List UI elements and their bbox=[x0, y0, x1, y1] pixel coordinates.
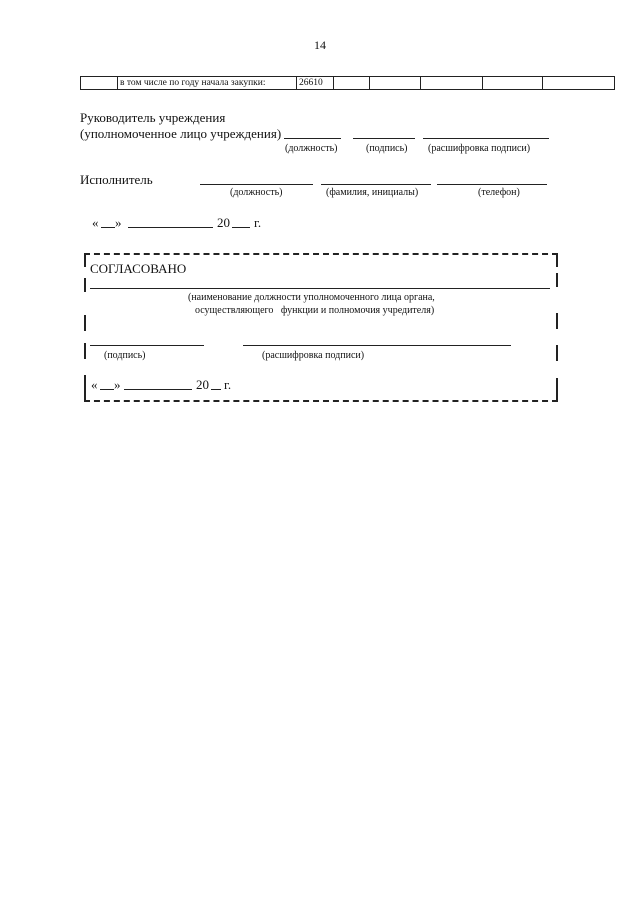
table-cell-empty bbox=[333, 77, 369, 89]
approval-org-caption-line1: (наименование должности уполномоченного лица органа, bbox=[188, 292, 435, 303]
executor-caption-name: (фамилия, инициалы) bbox=[326, 187, 419, 198]
table-cell-empty bbox=[420, 77, 482, 89]
head-position-line bbox=[284, 138, 341, 139]
approval-frame-left-tick bbox=[84, 343, 86, 359]
executor-caption-position: (должность) bbox=[230, 187, 283, 198]
approval-frame-left-tick bbox=[84, 278, 86, 292]
head-caption-decoding: (расшифровка подписи) bbox=[428, 143, 531, 154]
head-decoding-line bbox=[423, 138, 549, 139]
approval-frame-left-tick bbox=[84, 315, 86, 331]
head-caption-signature: (подпись) bbox=[366, 143, 408, 154]
executor-phone-line bbox=[437, 184, 547, 185]
approval-frame-left-tick bbox=[84, 253, 86, 267]
head-signature-line bbox=[353, 138, 415, 139]
approval-caption-decoding: (расшифровка подписи) bbox=[262, 350, 365, 361]
approval-date-year-line bbox=[211, 389, 221, 390]
date-year-line bbox=[232, 227, 250, 228]
table-row bbox=[80, 76, 615, 90]
table-cell-empty bbox=[81, 77, 117, 89]
table-cell-empty bbox=[482, 77, 542, 89]
approval-signature-line bbox=[90, 345, 204, 346]
approval-frame-bottom bbox=[84, 400, 558, 402]
executor-caption-phone: (телефон) bbox=[478, 187, 520, 198]
approval-date-year-suffix: г. bbox=[224, 377, 232, 392]
approval-frame-right-tick bbox=[556, 273, 558, 287]
approval-date-day-line bbox=[100, 389, 114, 390]
approval-frame-right-tick bbox=[556, 313, 558, 329]
executor-name-line bbox=[321, 184, 431, 185]
date-day-line bbox=[101, 227, 115, 228]
approval-title: СОГЛАСОВАНО bbox=[90, 261, 187, 276]
approval-date-month-line bbox=[124, 389, 192, 390]
approval-frame-left-tick bbox=[84, 375, 86, 401]
date-close-quote: » bbox=[115, 215, 122, 230]
table-cell-empty bbox=[369, 77, 420, 89]
head-title-line2: (уполномоченное лицо учреждения) bbox=[80, 126, 282, 141]
approval-frame-top bbox=[84, 253, 558, 255]
date-year-suffix: г. bbox=[254, 215, 262, 230]
executor-label: Исполнитель bbox=[80, 172, 153, 187]
table-cell-label: в том числе по году начала закупки: bbox=[117, 77, 296, 89]
page-number: 14 bbox=[314, 38, 326, 52]
approval-org-line bbox=[90, 288, 550, 289]
approval-frame-right-tick bbox=[556, 345, 558, 361]
approval-frame-right-tick bbox=[556, 378, 558, 402]
approval-frame-right-tick bbox=[556, 253, 558, 267]
approval-decoding-line bbox=[243, 345, 511, 346]
table-cell-value: 26610 bbox=[296, 77, 333, 89]
approval-org-caption-line2: осуществляющего функции и полномочия учредителя) bbox=[195, 305, 435, 316]
executor-position-line bbox=[200, 184, 313, 185]
approval-date-open-quote: « bbox=[91, 377, 98, 392]
date-open-quote: « bbox=[92, 215, 99, 230]
table-cell-empty bbox=[542, 77, 614, 89]
approval-date-close-quote: » bbox=[114, 377, 121, 392]
approval-caption-signature: (подпись) bbox=[104, 350, 146, 361]
head-caption-position: (должность) bbox=[285, 143, 338, 154]
approval-date-year-prefix: 20 bbox=[196, 377, 209, 392]
date-year-prefix: 20 bbox=[217, 215, 230, 230]
date-month-line bbox=[128, 227, 213, 228]
head-title-line1: Руководитель учреждения bbox=[80, 110, 226, 125]
